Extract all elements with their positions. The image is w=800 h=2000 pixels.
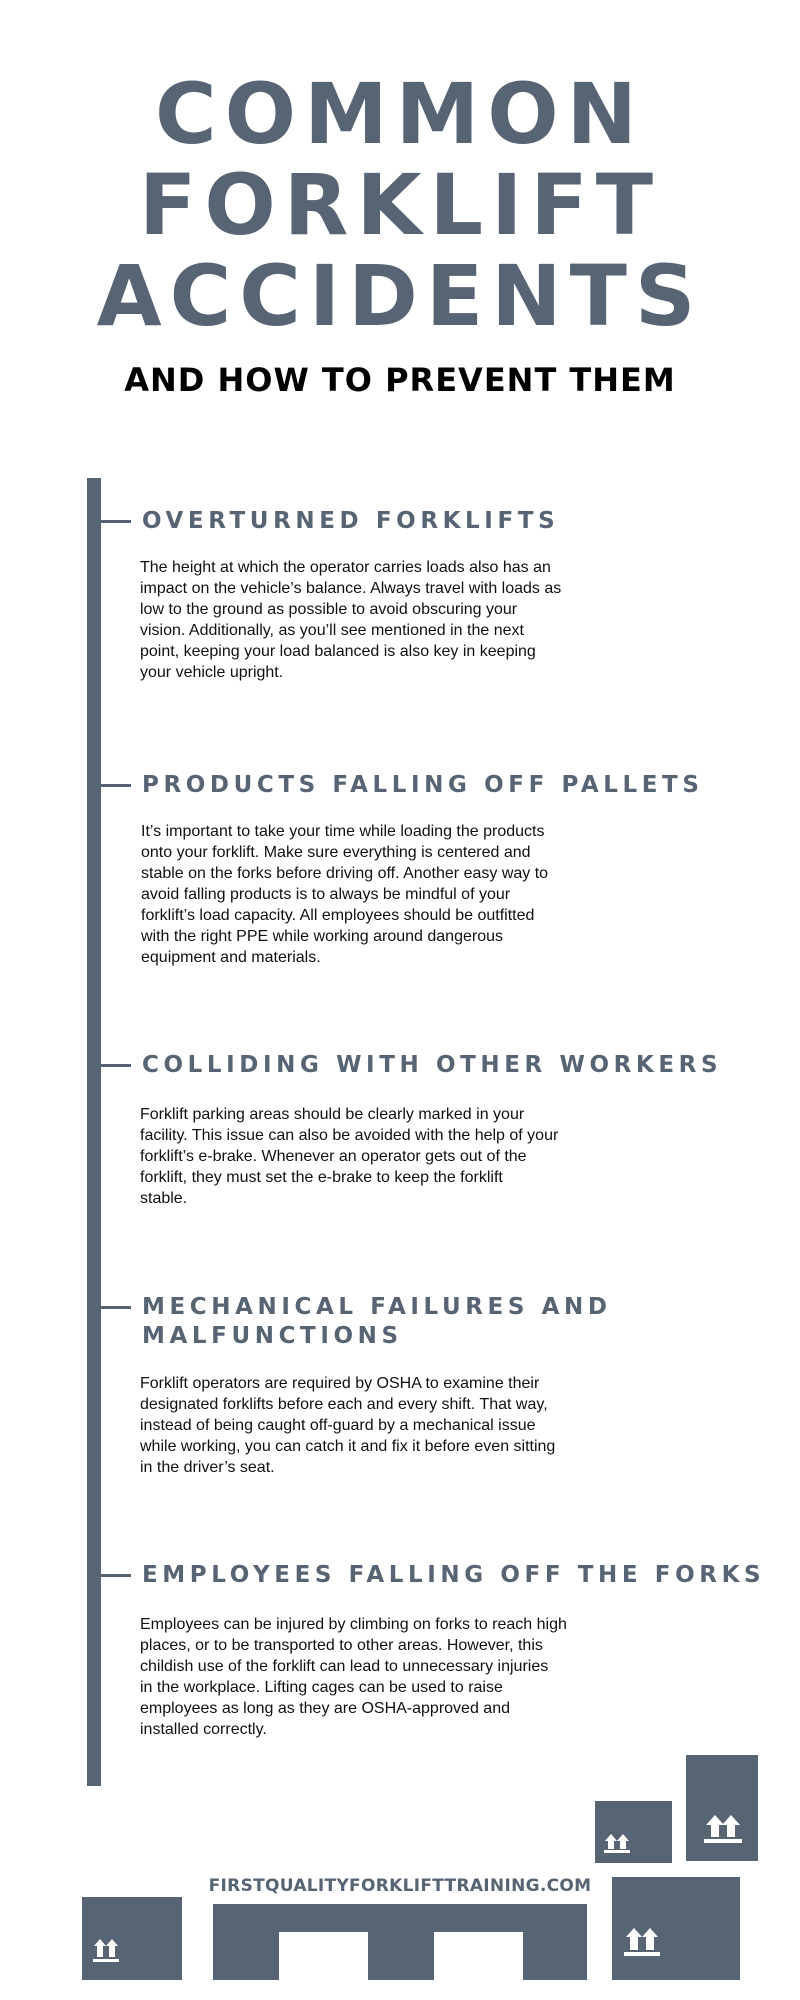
section-body <box>141 821 601 968</box>
body-line: impact on the vehicle’s balance. Always travel with loads as <box>140 580 562 597</box>
box-icon <box>595 1801 672 1863</box>
timeline-tick <box>101 1306 131 1309</box>
heading-line: EMPLOYEES FALLING OFF THE FORKS <box>142 1562 766 1588</box>
body-line: avoid falling products is to always be mindful of your <box>141 886 511 903</box>
section-body <box>140 1614 600 1740</box>
body-line: forklift’s e-brake. Whenever an operator gets out of the <box>140 1148 527 1165</box>
body-line: Employees can be injured by climbing on forks to reach high <box>140 1616 567 1633</box>
body-line: equipment and materials. <box>141 949 321 966</box>
timeline-bar <box>87 478 101 1786</box>
body-line: Forklift parking areas should be clearly marked in your <box>140 1106 525 1123</box>
heading-line: MALFUNCTIONS <box>142 1323 403 1349</box>
section-heading <box>142 1561 766 1590</box>
section-body <box>140 557 600 683</box>
body-line: places, or to be transported to other areas. However, this <box>140 1637 543 1654</box>
body-line: forklift, they must set the e-brake to keep the forklift <box>140 1169 503 1186</box>
body-line: while working, you can catch it and fix it before even sitting <box>140 1438 556 1455</box>
body-line: stable on the forks before driving off. Another easy way to <box>141 865 549 882</box>
section-body <box>140 1104 600 1209</box>
title-line-2: FORKLIFT <box>138 156 662 254</box>
heading-line: MECHANICAL FAILURES AND <box>142 1294 612 1320</box>
section-heading <box>142 507 762 536</box>
timeline-tick <box>101 1574 131 1577</box>
timeline-tick <box>101 784 131 787</box>
section-body <box>140 1373 600 1478</box>
body-line: with the right PPE while working around dangerous <box>141 928 503 945</box>
body-line: stable. <box>140 1190 188 1207</box>
body-line: facility. This issue can also be avoided with the help of your <box>140 1127 559 1144</box>
timeline-tick <box>101 1064 131 1067</box>
body-line: Forklift operators are required by OSHA to examine their <box>140 1375 540 1392</box>
heading-line: COLLIDING WITH OTHER WORKERS <box>142 1052 723 1078</box>
this-side-up-arrows-icon <box>82 1897 182 1980</box>
body-line: employees as long as they are OSHA-approved and <box>140 1700 510 1717</box>
body-line: onto your forklift. Make sure everything is centered and <box>141 844 531 861</box>
body-line: It’s important to take your time while loading the products <box>141 823 545 840</box>
section-heading <box>142 1051 762 1080</box>
body-line: childish use of the forklift can lead to unnecessary injuries <box>140 1658 549 1675</box>
title-line-3: ACCIDENTS <box>96 247 704 345</box>
box-icon <box>82 1897 182 1980</box>
body-line: vision. Additionally, as you’ll see mentioned in the next <box>140 622 524 639</box>
section-heading <box>142 1293 762 1351</box>
body-line: installed correctly. <box>140 1721 267 1738</box>
heading-line: OVERTURNED FORKLIFTS <box>142 508 560 534</box>
subtitle: AND HOW TO PREVENT THEM <box>124 361 676 399</box>
body-line: designated forklifts before each and every shift. That way, <box>140 1396 548 1413</box>
body-line: The height at which the operator carries loads also has an <box>140 559 551 576</box>
this-side-up-arrows-icon <box>612 1877 740 1980</box>
website-url: FIRSTQUALITYFORKLIFTTRAINING.COM <box>208 1876 592 1896</box>
section-heading <box>142 771 762 800</box>
title-line-1: COMMON <box>155 65 645 163</box>
pallet-icon <box>213 1904 587 1980</box>
box-icon <box>686 1755 758 1861</box>
body-line: low to the ground as possible to avoid obscuring your <box>140 601 518 618</box>
body-line: forklift’s load capacity. All employees should be outfitted <box>141 907 535 924</box>
body-line: in the workplace. Lifting cages can be used to raise <box>140 1679 503 1696</box>
body-line: instead of being caught off-guard by a mechanical issue <box>140 1417 536 1434</box>
timeline-tick <box>101 520 131 523</box>
this-side-up-arrows-icon <box>686 1755 758 1861</box>
body-line: in the driver’s seat. <box>140 1459 275 1476</box>
body-line: your vehicle upright. <box>140 664 284 681</box>
body-line: point, keeping your load balanced is also key in keeping <box>140 643 536 660</box>
box-icon <box>612 1877 740 1980</box>
heading-line: PRODUCTS FALLING OFF PALLETS <box>142 772 704 798</box>
this-side-up-arrows-icon <box>595 1801 672 1863</box>
